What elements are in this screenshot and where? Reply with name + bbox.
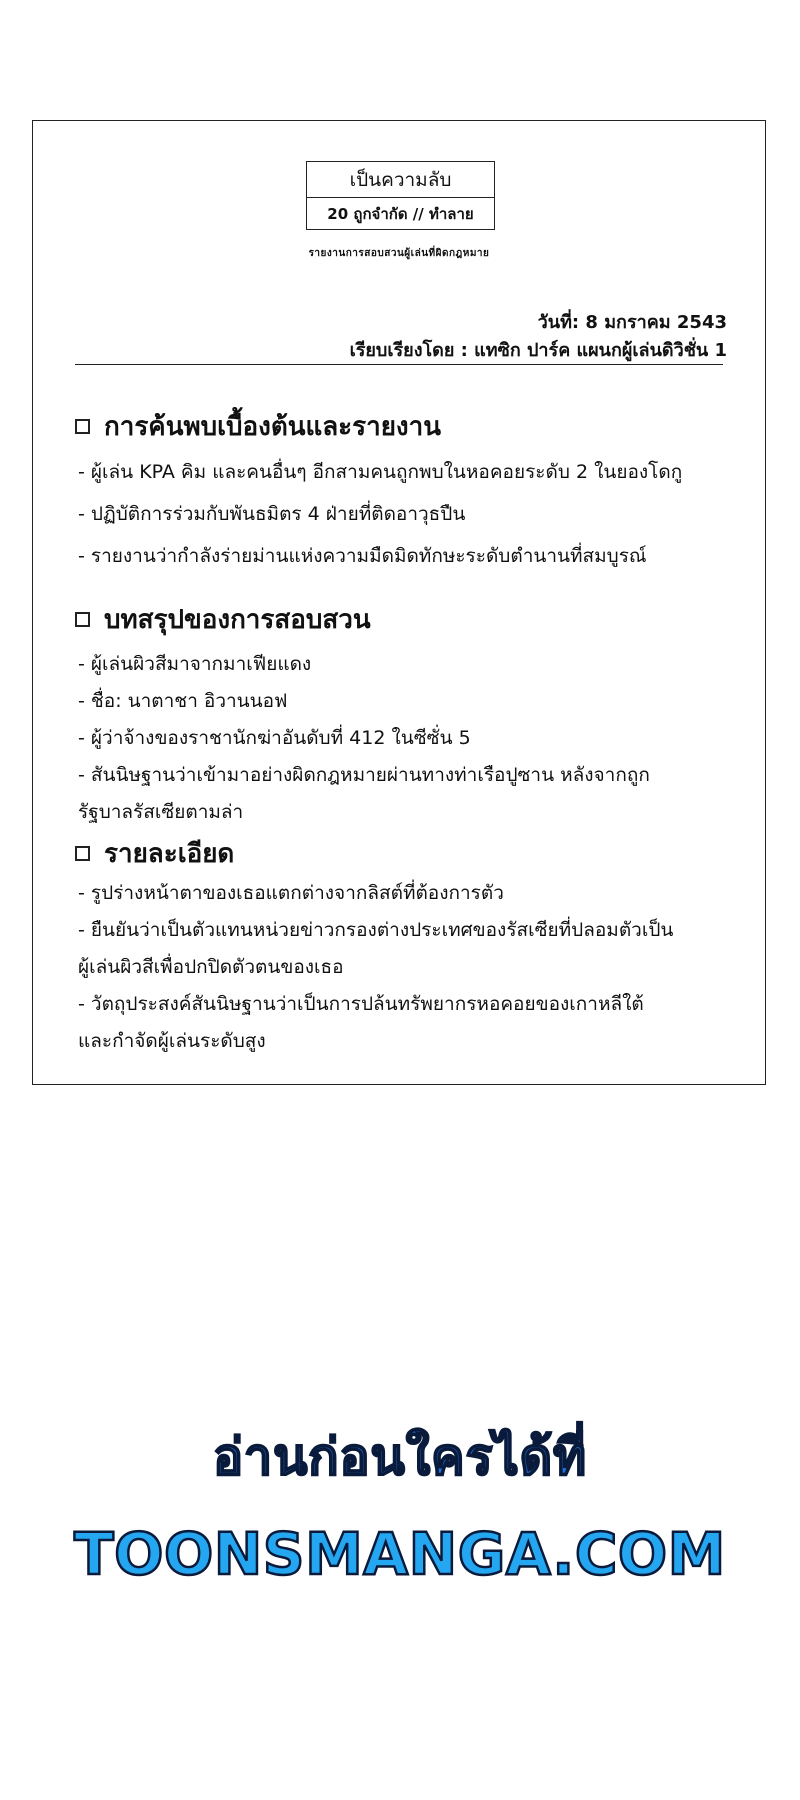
section-line: ผู้เล่นผิวสีเพื่อปกปิดตัวตนของเธอ bbox=[78, 956, 344, 978]
report-date: วันที่: 8 มกราคม 2543 bbox=[537, 312, 727, 333]
section-heading-investigation-summary bbox=[75, 599, 371, 640]
report-title: รายงานการสอบสวนผู้เล่นที่ผิดกฎหมาย bbox=[308, 248, 490, 259]
section-heading-text: การค้นพบเบื้องต้นและรายงาน bbox=[104, 412, 441, 442]
classification-stamp bbox=[306, 161, 495, 230]
checkbox-icon bbox=[75, 846, 90, 861]
report-document bbox=[32, 120, 766, 1085]
section-line: - ผู้ว่าจ้างของราชานักฆ่าอันดับที่ 412 ในซีซั่น 5 bbox=[78, 727, 471, 749]
section-heading-initial-findings bbox=[75, 406, 441, 447]
promo-tagline: อ่านก่อนใครได้ที่ bbox=[212, 1428, 588, 1486]
section-line: รัฐบาลรัสเซียตามล่า bbox=[78, 801, 244, 823]
checkbox-icon bbox=[75, 612, 90, 627]
section-line: - ยืนยันว่าเป็นตัวแทนหน่วยข่าวกรองต่างประเทศของรัสเซียที่ปลอมตัวเป็น bbox=[78, 919, 674, 941]
promo-site-name: TOONSMANGA.COM bbox=[74, 1520, 726, 1588]
section-line: - ผู้เล่น KPA คิม และคนอื่นๆ อีกสามคนถูกพบในหอคอยระดับ 2 ในยองโดกู bbox=[78, 461, 683, 483]
section-line: - วัตถุประสงค์สันนิษฐานว่าเป็นการปล้นทรัพยากรหอคอยของเกาหลีใต้ bbox=[78, 993, 644, 1015]
checkbox-icon bbox=[75, 419, 90, 434]
report-author: เรียบเรียงโดย : แทซิก ปาร์ค แผนกผู้เล่นดิวิชั่น 1 bbox=[349, 340, 727, 361]
section-line: - สันนิษฐานว่าเข้ามาอย่างผิดกฎหมายผ่านทางท่าเรือปูซาน หลังจากถูก bbox=[78, 764, 650, 786]
section-heading-details bbox=[75, 833, 234, 874]
section-line: และกำจัดผู้เล่นระดับสูง bbox=[78, 1030, 266, 1052]
classification-label: เป็นความลับ bbox=[307, 162, 494, 198]
section-heading-text: บทสรุปของการสอบสวน bbox=[104, 605, 371, 635]
section-line: - รายงานว่ากำลังร่ายม่านแห่งความมืดมิดทักษะระดับตำนานที่สมบูรณ์ bbox=[78, 545, 647, 567]
section-line: - รูปร่างหน้าตาของเธอแตกต่างจากลิสต์ที่ต้องการตัว bbox=[78, 882, 504, 904]
header-divider bbox=[75, 364, 723, 365]
section-line: - ผู้เล่นผิวสีมาจากมาเฟียแดง bbox=[78, 653, 312, 675]
section-line: - ชื่อ: นาตาชา อิวานนอฟ bbox=[78, 690, 288, 712]
section-heading-text: รายละเอียด bbox=[104, 839, 235, 869]
restriction-label: 20 ถูกจำกัด // ทำลาย bbox=[327, 204, 474, 223]
section-line: - ปฏิบัติการร่วมกับพันธมิตร 4 ฝ่ายที่ติดอาวุธปืน bbox=[78, 503, 466, 525]
